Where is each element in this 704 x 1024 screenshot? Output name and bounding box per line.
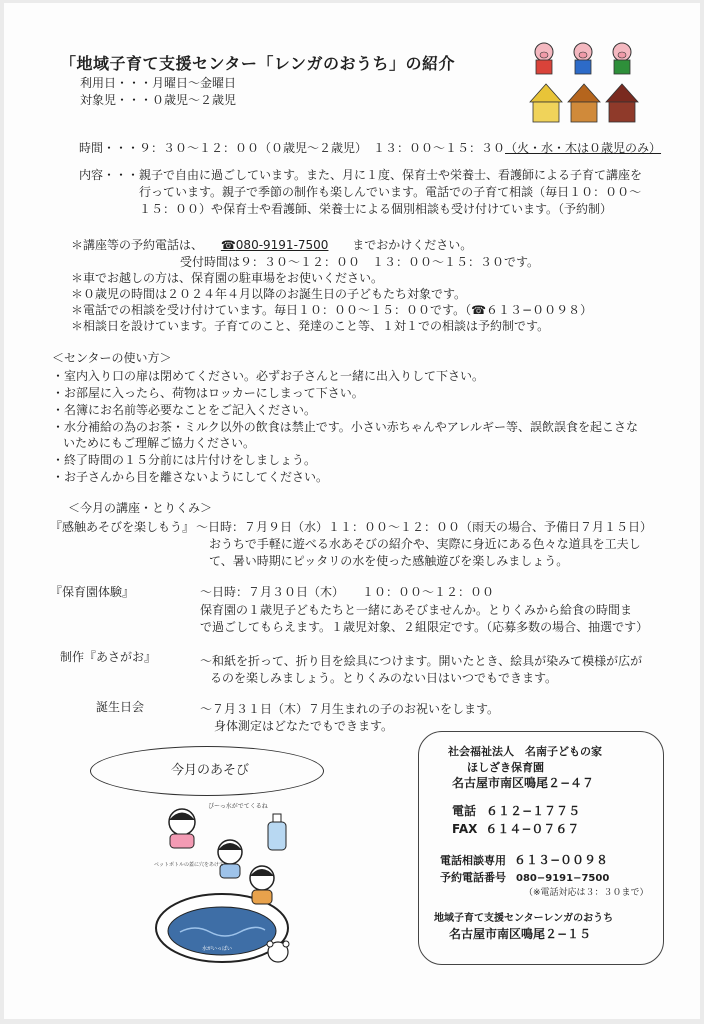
monthly-heading: ＜今月の講座・とりくみ＞ xyxy=(68,501,213,515)
pig-red-icon xyxy=(535,43,553,74)
child-icon xyxy=(250,866,274,904)
phone-prefix: ＊講座等の予約電話は、 xyxy=(71,238,204,252)
event1-date: 〜日時：７月９日（水）１１：００〜１２：００（雨天の場合、予備日７月１５日） xyxy=(196,520,653,534)
hours-text xyxy=(79,141,661,156)
parking-notice: ＊車でお越しの方は、保育園の駐車場をお使いください。 xyxy=(71,271,384,285)
event2-desc-2: で過ごしてもらえます。１歳児対象、２組限定です。（応募多数の場合、抽選です） xyxy=(200,620,649,634)
play-label: 今月のあそび xyxy=(171,763,250,778)
illustration-caption: ぴーっ水がでてくるね xyxy=(208,803,268,810)
event3-title: 制作『あさがお』 xyxy=(60,650,157,664)
phone-suffix: までおかけください。 xyxy=(352,238,473,252)
hours-label: 時間・・・９：３０〜１２：００（０歳児〜２歳児） １３：００〜１５：３０ xyxy=(79,141,506,155)
reserve-number: 080−9191−7500 xyxy=(516,873,610,884)
reserve-line xyxy=(440,870,609,886)
child-icon xyxy=(218,840,242,878)
phone-number-text xyxy=(221,238,329,252)
consult-label: 電話相談専用 xyxy=(440,854,506,867)
brick-house-icon xyxy=(606,84,638,122)
event1-title: 『感触あそびを楽しもう』 xyxy=(50,520,195,534)
fax-label: FAX xyxy=(452,822,478,836)
page-title: 「地域子育て支援センター「レンガのおうち」の紹介 xyxy=(60,54,455,73)
tel-label: 電話 xyxy=(452,804,477,818)
content-line-2: 行っています。親子で季節の制作も楽しんでいます。電話での子育て相談（毎日１０：００〜 xyxy=(139,185,642,199)
teddy-icon xyxy=(267,941,289,962)
usage-item: ・終了時間の１５分前には片付けをしましょう。 xyxy=(52,453,317,467)
child-icon xyxy=(169,809,195,848)
nursery-name: ほしざき保育園 xyxy=(467,761,544,774)
usage-item: ・水分補給の為のお茶・ミルク以外の飲食は禁止です。小さい赤ちゃんやアレルギー等、誤飲誤食を起こさな xyxy=(52,420,639,434)
tel-number: ６１２−１７７５ xyxy=(486,804,581,818)
event2-date: 〜日時：７月３０日（木） １０：００〜１２：００ xyxy=(200,585,495,599)
days-text: 利用日・・・月曜日〜金曜日 xyxy=(80,76,237,90)
hours-note: （火・水・木は０歳児のみ） xyxy=(505,141,662,155)
phone-number: 080-9191-7500 xyxy=(235,238,329,252)
consult-number: ６１３−００９８ xyxy=(514,853,609,867)
three-pigs-illustration xyxy=(526,38,644,126)
org-name: 社会福祉法人 名南子どもの家 xyxy=(448,745,602,758)
event4-desc-1: 〜７月３１日（木）７月生まれの子のお祝いをします。 xyxy=(200,702,500,716)
usage-item: いためにもご理解ご協力ください。 xyxy=(63,436,256,450)
fax-line xyxy=(452,822,579,837)
reception-hours: 受付時間は９：３０〜１２：００ １３：００〜１５：３０です。 xyxy=(180,255,540,269)
pig-green-icon xyxy=(613,43,631,74)
event1-desc-1: おうちで手軽に遊べる水あそびの紹介や、実際に身近にある色々な道具を工夫し xyxy=(209,537,641,551)
water-play-illustration xyxy=(150,800,300,978)
reserve-note: （※電話対応は３：３０まで） xyxy=(524,888,649,898)
event2-desc-1: 保育園の１歳児子どもたちと一緒にあそびませんか。とりくみから給食の時間ま xyxy=(200,603,633,617)
nursery-address: 名古屋市南区鳴尾２−４７ xyxy=(452,776,595,790)
usage-item: ・お子さんから目を離さないようにしてください。 xyxy=(52,470,329,484)
content-line-1: 内容・・・親子で自由に過ごしています。また、月に１度、保育士や栄養士、看護師による子育て講座を xyxy=(79,168,643,182)
wood-house-icon xyxy=(568,84,600,122)
usage-item: ・お部屋に入ったら、荷物はロッカーにしまって下さい。 xyxy=(52,386,364,400)
usage-item: ・室内入り口の扉は閉めてください。必ずお子さんと一緒に出入りして下さい。 xyxy=(52,369,485,383)
age-text: 対象児・・・０歳児〜２歳児 xyxy=(80,93,237,107)
event1-desc-2: て、暑い時期にピッタリの水を使った感触遊びを楽しみましょう。 xyxy=(209,554,569,568)
phone-consult-notice: ＊電話での相談を受け付けています。毎日１０：００〜１５：００です。（☎６１３−００９８） xyxy=(71,303,593,317)
event4-desc-2: 身体測定はどなたでもできます。 xyxy=(214,719,394,733)
usage-heading: ＜センターの使い方＞ xyxy=(52,351,172,365)
reserve-label: 予約電話番号 xyxy=(440,871,506,884)
consult-line xyxy=(440,853,608,868)
content-line-3: １５：００）や保育士や看護師、栄養士による個別相談も受け付けています。（予約制） xyxy=(139,202,613,216)
center-name: 地域子育て支援センターレンガのおうち xyxy=(434,913,614,924)
fax-number: ６１４−０７６７ xyxy=(485,822,580,836)
consult-day-notice: ＊相談日を設けています。子育てのこと、発達のこと等、１対１での相談は予約制です。 xyxy=(71,319,550,333)
pig-blue-icon xyxy=(574,43,592,74)
phone-icon: ☎ xyxy=(220,238,236,252)
center-address: 名古屋市南区鳴尾２−１５ xyxy=(449,927,592,941)
straw-house-icon xyxy=(530,84,562,122)
event3-desc-1: 〜和紙を折って、折り目を絵具につけます。開いたとき、絵具が染みて模様が広が xyxy=(200,654,643,668)
illustration-caption: ペットボトルの蓋に穴をあけて xyxy=(154,862,225,868)
tel-line xyxy=(452,804,580,819)
zero-age-notice: ＊０歳児の時間は２０２４年４月以降のお誕生日の子どもたち対象です。 xyxy=(71,287,467,301)
event2-title: 『保育園体験』 xyxy=(50,585,135,599)
phone-notice xyxy=(71,238,472,253)
event4-title: 誕生日会 xyxy=(96,700,145,714)
illustration-caption: 水がいっぱい xyxy=(202,946,233,952)
event3-desc-2: るのを楽しみましょう。とりくみのない日はいつでもできます。 xyxy=(210,671,558,685)
usage-item: ・名簿にお名前等必要なことをご記入ください。 xyxy=(52,403,317,417)
bottle-icon xyxy=(268,814,286,850)
